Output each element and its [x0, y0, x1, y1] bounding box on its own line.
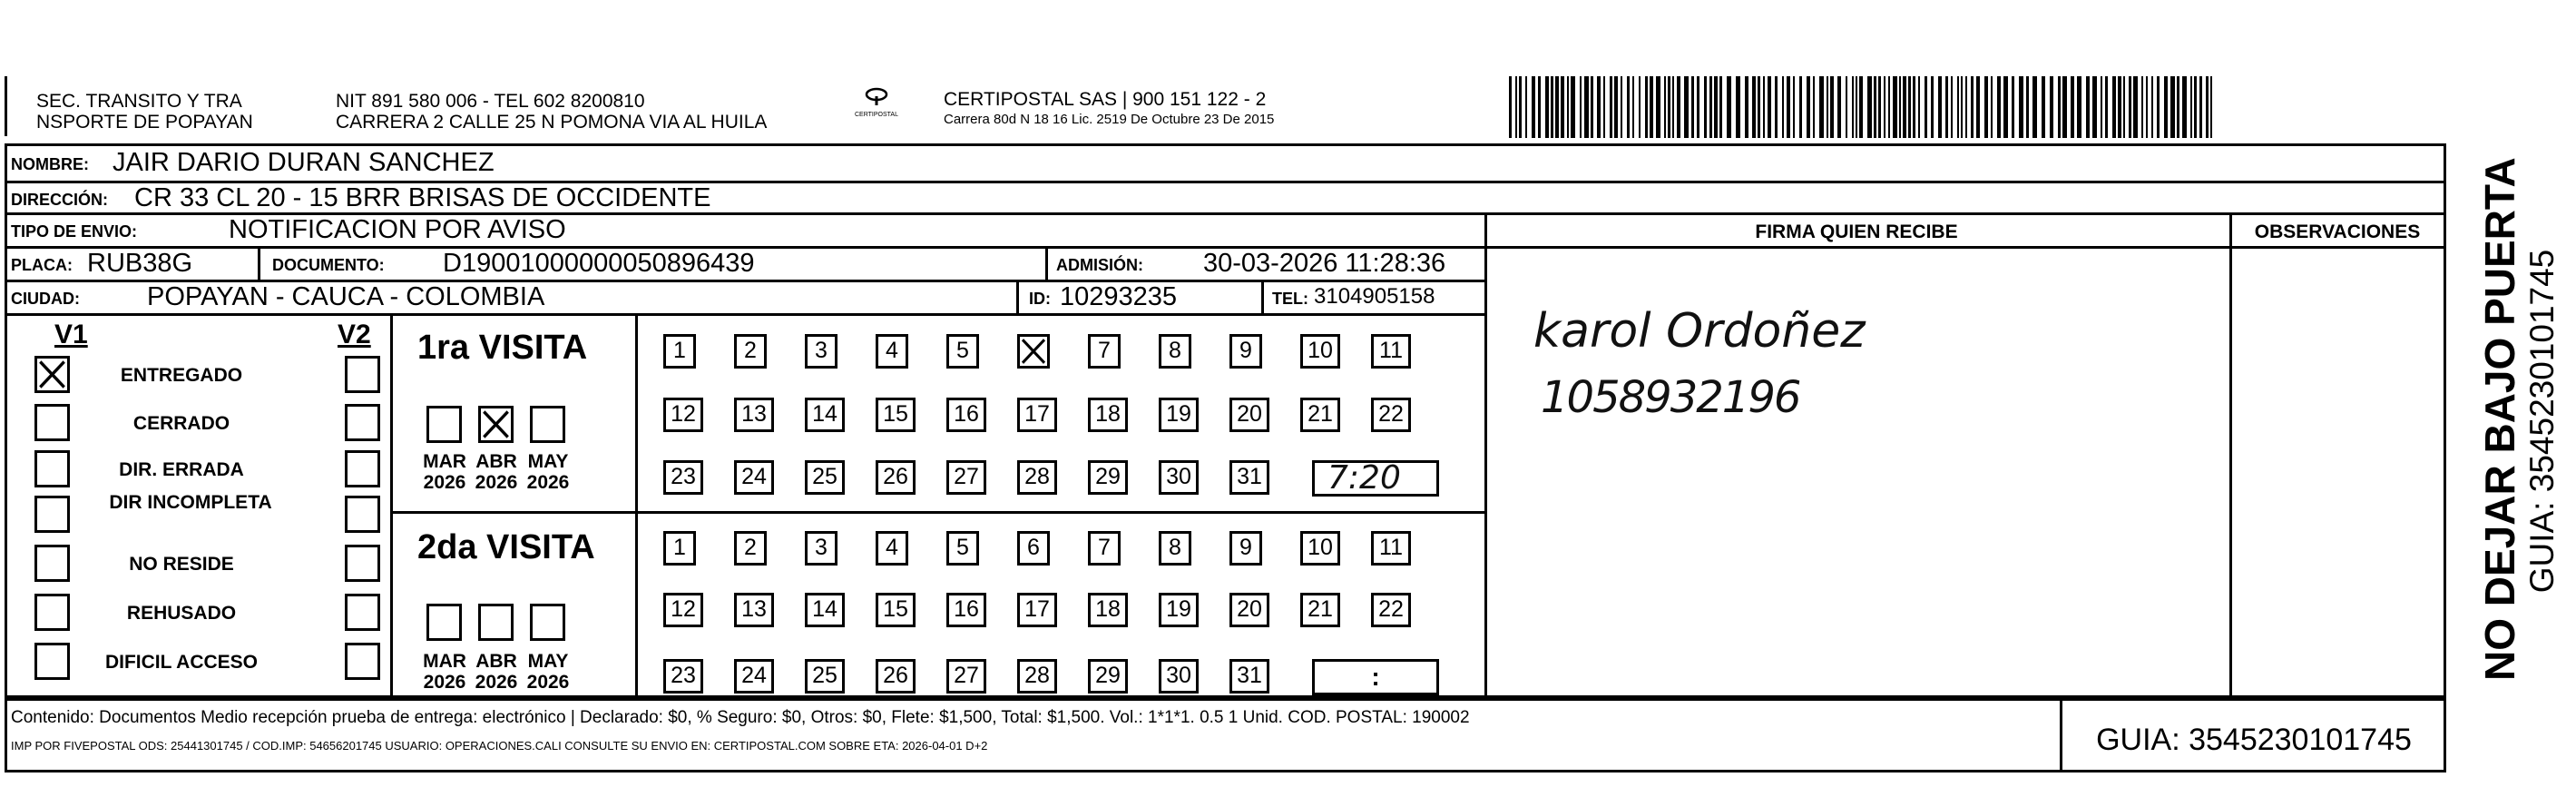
second-day-box[interactable]: 11 [1371, 531, 1411, 566]
second-day-box[interactable]: 22 [1371, 593, 1411, 627]
nombre-row [7, 146, 2444, 181]
first-day-box[interactable]: 12 [663, 398, 703, 432]
hr-visit-divider [390, 511, 1486, 514]
barcode-bar [1745, 76, 1748, 138]
second-day-box[interactable]: 5 [946, 531, 979, 566]
admision-label: ADMISIÓN: [1056, 256, 1143, 274]
v1-checkbox[interactable] [34, 594, 70, 631]
vr-tel [1261, 280, 1264, 313]
documento-value: D19001000000050896439 [443, 249, 755, 278]
first-day-box[interactable]: 1 [663, 334, 696, 369]
firma-header: FIRMA QUIEN RECIBE [1755, 221, 1958, 242]
v1-checkbox[interactable] [34, 404, 70, 441]
first-day-box[interactable]: 24 [734, 460, 774, 495]
v1-checkbox[interactable] [34, 545, 70, 582]
second-month-checkbox[interactable] [426, 604, 462, 641]
barcode-bar [1874, 76, 1876, 138]
barcode-bar [1819, 76, 1824, 138]
license-line: Carrera 80d N 18 16 Lic. 2519 De Octubre 23 De 2015 [944, 112, 1275, 127]
first-day-box[interactable]: 2 [734, 334, 767, 369]
second-day-box[interactable]: 20 [1229, 593, 1269, 627]
hr-ciudad [5, 313, 1486, 316]
second-month-checkbox[interactable] [478, 604, 514, 641]
barcode-bar [1827, 76, 1828, 138]
barcode-bar [2182, 76, 2187, 138]
tipo-label: TIPO DE ENVIO: [11, 222, 138, 241]
barcode-bar [1603, 76, 1605, 138]
barcode-bar [1893, 76, 1897, 138]
barcode-bar [1668, 76, 1670, 138]
first-month-label: ABR [475, 451, 517, 472]
second-day-box[interactable]: 25 [805, 659, 845, 694]
v2-checkbox[interactable] [345, 643, 380, 680]
barcode-bar [2210, 76, 2212, 138]
barcode-bar [2177, 76, 2179, 138]
barcode-bar [1684, 76, 1689, 138]
barcode-bar [1793, 76, 1795, 138]
status-label: DIR. ERRADA [119, 459, 244, 480]
barcode-bar [1846, 76, 1847, 138]
barcode-bar [1830, 76, 1834, 138]
vr-placa [258, 246, 260, 280]
barcode-bar [2199, 76, 2202, 138]
barcode-bar [2071, 76, 2074, 138]
first-day-box[interactable]: 8 [1159, 334, 1191, 369]
logo-icon [863, 87, 890, 107]
certipostal-logo [844, 87, 909, 131]
vr-admision [1045, 246, 1048, 280]
barcode-bar [2050, 76, 2053, 138]
barcode-bar [1727, 76, 1731, 138]
sender-block [36, 91, 336, 133]
footer-imp: IMP POR FIVEPOSTAL ODS: 25441301745 / COD.IMP: 54656201745 USUARIO: OPERACIONES.CALI CONSULTE SU ENVIO EN: CERTIPOSTAL.COM SOBRE ETA: 2026-04-01 D+2 [11, 739, 988, 753]
second-day-box[interactable]: 18 [1088, 593, 1128, 627]
first-day-box[interactable]: 11 [1371, 334, 1411, 369]
barcode-bar [2077, 76, 2081, 138]
barcode-bar [2146, 76, 2148, 138]
barcode-bar [1813, 76, 1815, 138]
barcode-bar [1763, 76, 1765, 138]
documento-label: DOCUMENTO: [272, 256, 385, 274]
second-day-box[interactable]: 3 [805, 531, 837, 566]
first-day-box[interactable]: 7 [1088, 334, 1121, 369]
second-day-box[interactable]: 23 [663, 659, 703, 694]
vr-firma-left [1484, 212, 1487, 699]
status-label: NO RESIDE [129, 554, 234, 575]
status-label: DIR INCOMPLETA [109, 492, 272, 513]
header [0, 0, 2576, 145]
barcode-bar [1580, 76, 1582, 138]
side-guia: GUIA: 3545230101745 [2523, 249, 2561, 594]
barcode-bar [1908, 76, 1911, 138]
ciudad-label: CIUDAD: [11, 290, 80, 308]
second-day-box[interactable]: 4 [876, 531, 908, 566]
first-day-box[interactable]: 23 [663, 460, 703, 495]
first-day-box[interactable]: 3 [805, 334, 837, 369]
status-label: ENTREGADO [120, 365, 243, 386]
barcode-bar [1519, 76, 1522, 138]
barcode-bar [1639, 76, 1641, 138]
side-text [2450, 145, 2576, 699]
first-day-box[interactable]: 9 [1229, 334, 1262, 369]
barcode-bar [1951, 76, 1953, 138]
direccion-label: DIRECCIÓN: [11, 191, 108, 209]
barcode-bar [1837, 76, 1841, 138]
status-label: REHUSADO [126, 603, 237, 624]
barcode-bar [1561, 76, 1564, 138]
second-day-box[interactable]: 15 [876, 593, 916, 627]
second-month-label: MAR [423, 651, 466, 672]
admision-value: 30-03-2026 11:28:36 [1203, 249, 1446, 278]
tel-label: TEL: [1272, 290, 1308, 308]
barcode-bar [1859, 76, 1863, 138]
barcode-bar [1867, 76, 1872, 138]
barcode-bar [1709, 76, 1712, 138]
barcode-bar [1656, 76, 1660, 138]
barcode-bar [1621, 76, 1622, 138]
first-month-checkbox[interactable] [478, 406, 514, 443]
barcode-bar [1878, 76, 1881, 138]
barcode-bar [2129, 76, 2131, 138]
first-day-box[interactable]: 27 [946, 460, 986, 495]
barcode-bar [1965, 76, 1967, 138]
barcode-bar [1545, 76, 1549, 138]
barcode-bar [1610, 76, 1612, 138]
nombre-value: JAIR DARIO DURAN SANCHEZ [113, 148, 495, 177]
barcode-bar [1704, 76, 1707, 138]
second-day-box[interactable]: 26 [876, 659, 916, 694]
first-day-box[interactable]: 30 [1159, 460, 1199, 495]
barcode-bar [1913, 76, 1915, 138]
barcode-bar [1691, 76, 1694, 138]
tipo-value: NOTIFICACION POR AVISO [229, 215, 566, 244]
barcode-bar [1567, 76, 1569, 138]
first-day-box[interactable]: 19 [1159, 398, 1199, 432]
second-day-box[interactable]: 16 [946, 593, 986, 627]
first-day-box[interactable]: 25 [805, 460, 845, 495]
first-day-box[interactable] [1017, 334, 1050, 369]
barcode-bar [1931, 76, 1934, 138]
vr-status [390, 313, 393, 698]
second-day-box[interactable]: 17 [1017, 593, 1057, 627]
first-day-box[interactable]: 31 [1229, 460, 1269, 495]
first-day-box[interactable]: 17 [1017, 398, 1057, 432]
tipo-row [7, 215, 1459, 246]
vr-obs-left [2229, 212, 2232, 699]
v2-header: V2 [338, 320, 371, 349]
barcode-bar [1938, 76, 1942, 138]
barcode-bar [1925, 76, 1927, 138]
barcode-bar [2151, 76, 2153, 138]
side-warning: NO DEJAR BAJO PUERTA [2476, 157, 2523, 681]
x-mark-icon [481, 408, 511, 440]
first-day-box[interactable]: 15 [876, 398, 916, 432]
barcode-bar [1984, 76, 1988, 138]
barcode-bar [1903, 76, 1906, 138]
barcode [1509, 76, 2215, 138]
signature-name: karol Ordoñez [1533, 304, 1866, 359]
v1-checkbox[interactable] [34, 496, 70, 533]
vr-visit-left [635, 313, 638, 698]
barcode-bar [1614, 76, 1618, 138]
tel-value: 3104905158 [1314, 284, 1435, 309]
barcode-bar [1509, 76, 1512, 138]
first-day-box[interactable]: 10 [1300, 334, 1340, 369]
second-month-label: MAY [527, 651, 569, 672]
barcode-bar [2062, 76, 2067, 138]
first-day-box[interactable]: 18 [1088, 398, 1128, 432]
first-day-box[interactable]: 4 [876, 334, 908, 369]
barcode-bar [1768, 76, 1771, 138]
v2-checkbox[interactable] [345, 496, 380, 533]
first-year-label: 2026 [526, 472, 570, 493]
second-day-box[interactable]: 28 [1017, 659, 1057, 694]
barcode-bar [2170, 76, 2175, 138]
direccion-value: CR 33 CL 20 - 15 BRR BRISAS DE OCCIDENTE [134, 183, 711, 212]
x-mark-icon [37, 359, 67, 390]
company-line: CERTIPOSTAL SAS | 900 151 122 - 2 [944, 89, 1267, 110]
status-label: CERRADO [132, 413, 230, 434]
barcode-bar [1591, 76, 1593, 138]
barcode-bar [1632, 76, 1634, 138]
first-visit-title: 1ra VISITA [417, 329, 588, 367]
direccion-row [7, 183, 2444, 214]
barcode-bar [2118, 76, 2121, 138]
first-day-box[interactable]: 22 [1371, 398, 1411, 432]
barcode-bar [1555, 76, 1559, 138]
barcode-bar [2026, 76, 2029, 138]
second-year-label: 2026 [475, 672, 518, 693]
barcode-bar [1627, 76, 1630, 138]
first-day-box[interactable]: 13 [734, 398, 774, 432]
barcode-bar [1971, 76, 1974, 138]
barcode-bar [1672, 76, 1674, 138]
v2-checkbox[interactable] [345, 545, 380, 582]
observaciones-header: OBSERVACIONES [2254, 221, 2421, 242]
barcode-bar [1961, 76, 1963, 138]
barcode-bar [2206, 76, 2209, 138]
barcode-bar [1976, 76, 1980, 138]
barcode-bar [2032, 76, 2037, 138]
ciudad-value: POPAYAN - CAUCA - COLOMBIA [147, 282, 545, 311]
second-day-box[interactable]: 24 [734, 659, 774, 694]
barcode-bar [1515, 76, 1517, 138]
first-day-box[interactable]: 29 [1088, 460, 1128, 495]
barcode-bar [1752, 76, 1756, 138]
v2-checkbox[interactable] [345, 594, 380, 631]
barcode-bar [1918, 76, 1920, 138]
barcode-bar [1719, 76, 1722, 138]
second-day-box[interactable]: 9 [1229, 531, 1262, 566]
second-day-box[interactable]: 19 [1159, 593, 1199, 627]
barcode-bar [1957, 76, 1959, 138]
barcode-bar [1888, 76, 1890, 138]
barcode-bar [1997, 76, 2001, 138]
left-margin-rule [5, 76, 7, 136]
second-day-box[interactable]: 31 [1229, 659, 1269, 694]
barcode-bar [2019, 76, 2023, 138]
sender-line2: NSPORTE DE POPAYAN [36, 112, 253, 133]
barcode-bar [1775, 76, 1778, 138]
id-label: ID: [1029, 290, 1051, 308]
first-month-checkbox[interactable] [426, 406, 462, 443]
barcode-bar [1856, 76, 1857, 138]
v1-checkbox[interactable] [34, 450, 70, 487]
v1-header: V1 [54, 320, 88, 349]
barcode-bar [1551, 76, 1553, 138]
second-day-box[interactable]: 10 [1300, 531, 1340, 566]
vr-id [1016, 280, 1019, 313]
barcode-bar [1787, 76, 1790, 138]
second-time-box [1312, 659, 1439, 695]
second-visit-title: 2da VISITA [417, 528, 595, 566]
first-month-label: MAR [423, 451, 466, 472]
first-day-box[interactable]: 28 [1017, 460, 1057, 495]
barcode-bar [1807, 76, 1810, 138]
barcode-bar [1991, 76, 1993, 138]
barcode-bar [2112, 76, 2116, 138]
first-day-box[interactable]: 14 [805, 398, 845, 432]
v1-checkbox[interactable] [34, 356, 70, 393]
barcode-bar [2157, 76, 2160, 138]
barcode-bar [1758, 76, 1760, 138]
first-day-box[interactable]: 21 [1300, 398, 1340, 432]
placa-value: RUB38G [87, 249, 193, 278]
barcode-bar [2194, 76, 2197, 138]
second-time-placeholder: : [1371, 663, 1380, 691]
barcode-bar [1714, 76, 1718, 138]
barcode-bar [1597, 76, 1601, 138]
barcode-bar [2123, 76, 2125, 138]
x-mark-icon [1020, 337, 1047, 366]
barcode-bar [2086, 76, 2090, 138]
second-day-box[interactable]: 27 [946, 659, 986, 694]
placa-label: PLACA: [11, 256, 73, 274]
second-year-label: 2026 [423, 672, 466, 693]
barcode-bar [2058, 76, 2061, 138]
barcode-bar [2164, 76, 2168, 138]
nit-block [336, 91, 844, 133]
first-month-label: MAY [527, 451, 569, 472]
second-year-label: 2026 [526, 672, 570, 693]
first-year-label: 2026 [423, 472, 466, 493]
first-day-box[interactable]: 20 [1229, 398, 1269, 432]
barcode-bar [2092, 76, 2097, 138]
barcode-bar [1525, 76, 1527, 138]
footer-guia: GUIA: 3545230101745 [2096, 723, 2412, 757]
sender-line1: SEC. TRANSITO Y TRA [36, 91, 242, 112]
second-day-box[interactable]: 6 [1017, 531, 1050, 566]
v2-checkbox[interactable] [345, 356, 380, 393]
barcode-bar [1571, 76, 1575, 138]
barcode-bar [1532, 76, 1535, 138]
vr-footer-guia [2060, 698, 2062, 772]
v2-checkbox[interactable] [345, 404, 380, 441]
second-month-checkbox[interactable] [530, 604, 565, 641]
v2-checkbox[interactable] [345, 450, 380, 487]
barcode-bar [2003, 76, 2008, 138]
barcode-bar [1664, 76, 1666, 138]
barcode-bar [1538, 76, 1541, 138]
barcode-bar [2141, 76, 2143, 138]
first-day-box[interactable]: 26 [876, 460, 916, 495]
first-day-box[interactable]: 5 [946, 334, 979, 369]
nombre-label: NOMBRE: [11, 155, 89, 173]
barcode-bar [1852, 76, 1854, 138]
signature-id: 1058932196 [1541, 372, 1800, 423]
footer-contenido: Contenido: Documentos Medio recepción prueba de entrega: electrónico | Declarado: $0, % Seguro: $0, Otros: $0, Flete: $1,500, Total: $1,500. Vol.: 1*1*1. 0.5 1 Unid. COD. POSTAL: 190002 [11, 708, 1470, 727]
second-day-box[interactable]: 8 [1159, 531, 1191, 566]
second-day-box[interactable]: 14 [805, 593, 845, 627]
nit-line: NIT 891 580 006 - TEL 602 8200810 [336, 91, 645, 112]
second-day-box[interactable]: 12 [663, 593, 703, 627]
logo-text: CERTIPOSTAL [855, 112, 898, 118]
second-day-box[interactable]: 7 [1088, 531, 1121, 566]
barcode-bar [2042, 76, 2045, 138]
status-label: DIFICIL ACCESO [104, 652, 258, 673]
v1-checkbox[interactable] [34, 643, 70, 680]
first-day-box[interactable]: 16 [946, 398, 986, 432]
barcode-bar [1884, 76, 1885, 138]
company-block [944, 89, 1452, 130]
barcode-bar [1697, 76, 1699, 138]
second-day-box[interactable]: 1 [663, 531, 696, 566]
placa-row [7, 249, 1484, 280]
second-month-label: ABR [475, 651, 517, 672]
barcode-bar [1645, 76, 1648, 138]
second-day-box[interactable]: 21 [1300, 593, 1340, 627]
first-time-handwritten: 7:20 [1327, 459, 1401, 497]
first-month-checkbox[interactable] [530, 406, 565, 443]
barcode-bar [1799, 76, 1802, 138]
barcode-bar [1945, 76, 1948, 138]
barcode-bar [2105, 76, 2108, 138]
second-day-box[interactable]: 30 [1159, 659, 1199, 694]
second-day-box[interactable]: 2 [734, 531, 767, 566]
barcode-bar [1584, 76, 1589, 138]
barcode-bar [2190, 76, 2192, 138]
first-time-box [1312, 460, 1439, 497]
barcode-bar [2133, 76, 2138, 138]
barcode-bar [1782, 76, 1784, 138]
barcode-bar [2101, 76, 2102, 138]
barcode-bar [2012, 76, 2014, 138]
id-value: 10293235 [1060, 282, 1178, 311]
barcode-bar [1736, 76, 1740, 138]
second-day-box[interactable]: 29 [1088, 659, 1128, 694]
first-year-label: 2026 [475, 472, 518, 493]
barcode-bar [1899, 76, 1901, 138]
address-line: CARRERA 2 CALLE 25 N POMONA VIA AL HUILA [336, 112, 768, 133]
second-day-box[interactable]: 13 [734, 593, 774, 627]
barcode-bar [1650, 76, 1653, 138]
barcode-bar [1677, 76, 1680, 138]
